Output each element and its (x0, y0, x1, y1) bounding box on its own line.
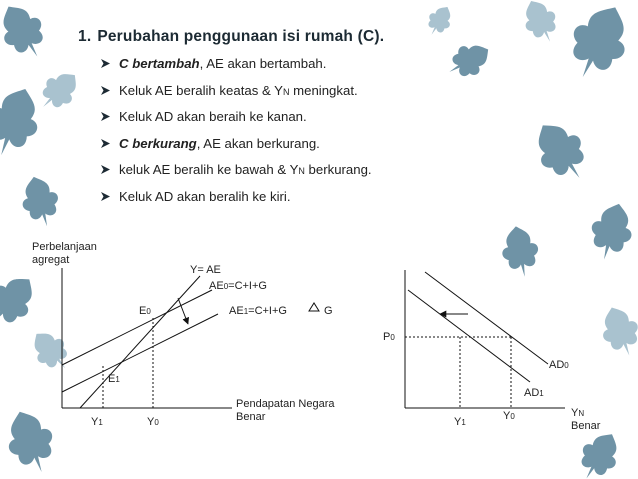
curve-ad0 (425, 272, 548, 364)
label-text: =C+I+G (248, 305, 287, 317)
label-text: AD (524, 387, 540, 399)
label-text: =C+I+G (228, 280, 267, 292)
bullet-subscript: N (298, 166, 305, 176)
bullet-text: Keluk AE beralih keatas & Y (119, 82, 283, 98)
bullet-subscript: N (282, 86, 290, 97)
label-ad0 (549, 359, 569, 372)
label-text: Y (91, 416, 99, 428)
curve-ae0 (62, 290, 212, 365)
label-yn-benar (571, 407, 600, 433)
label-ae0 (209, 280, 267, 293)
x-axis-title-line: Benar (236, 411, 266, 423)
title-text: Perubahan penggunaan isi rumah (C). (97, 28, 385, 45)
label-y0-right (503, 410, 515, 423)
label-text: AE (229, 305, 244, 317)
delta-icon (309, 303, 319, 311)
label-ad1 (524, 387, 544, 400)
label-ae1-tail: G (324, 305, 333, 317)
bullet-text: Keluk AD akan beralih ke kiri. (119, 188, 291, 204)
label-y0 (147, 416, 159, 429)
y-axis-title-line: Perbelanjaan (32, 241, 97, 253)
label-subscript: 1 (98, 418, 103, 427)
label-text: Y (503, 410, 511, 422)
label-subscript: 1 (461, 418, 466, 427)
x-axis-title-line: Pendapatan Negara (236, 398, 335, 410)
bullet-text: berkurang. (304, 162, 372, 177)
y-axis-title (32, 241, 97, 267)
label-e1 (108, 373, 120, 386)
title-number: 1. (78, 28, 92, 45)
label-subscript: 0 (510, 412, 515, 421)
label-text: Y (571, 407, 579, 419)
bullet-text: meningkat. (289, 82, 358, 98)
line-y-eq-ae (80, 276, 200, 408)
y-axis-title-line: agregat (32, 254, 70, 266)
label-text: Y (147, 416, 155, 428)
arrow-ae-shift (178, 298, 188, 324)
label-text: AE (209, 280, 224, 292)
bullet-bold: C bertambah (119, 56, 200, 71)
label-text: E (108, 373, 116, 385)
label-subscript: N (578, 409, 585, 418)
curve-ad1 (408, 290, 530, 382)
label-subscript: 1 (539, 389, 544, 398)
label-subscript: 0 (564, 361, 569, 370)
bullet-text: , AE akan berkurang. (196, 135, 320, 151)
label-ae1 (229, 305, 287, 318)
label-text: AD (549, 359, 565, 371)
label-text: Benar (571, 420, 601, 432)
label-subscript: 1 (243, 307, 249, 316)
label-y1-right (454, 416, 466, 429)
label-text: P (383, 331, 391, 343)
label-subscript: 0 (390, 333, 395, 342)
bullet-bold: C berkurang (119, 135, 197, 151)
label-e0 (139, 305, 151, 318)
label-text: E (139, 305, 147, 317)
label-y1 (91, 416, 103, 429)
label-p0 (383, 331, 395, 344)
label-subscript: 0 (223, 282, 229, 291)
label-y-eq-ae: Y= AE (190, 264, 221, 276)
label-subscript: 1 (115, 375, 120, 384)
x-axis-title (236, 398, 334, 424)
bullet-text: keluk AE beralih ke bawah & Y (119, 162, 299, 177)
label-subscript: 0 (154, 418, 159, 427)
bullet-text: , AE akan bertambah. (199, 56, 327, 71)
label-subscript: 0 (146, 307, 151, 316)
bullet-text: Keluk AD akan beraih ke kanan. (119, 109, 307, 124)
label-text: Y (454, 416, 462, 428)
